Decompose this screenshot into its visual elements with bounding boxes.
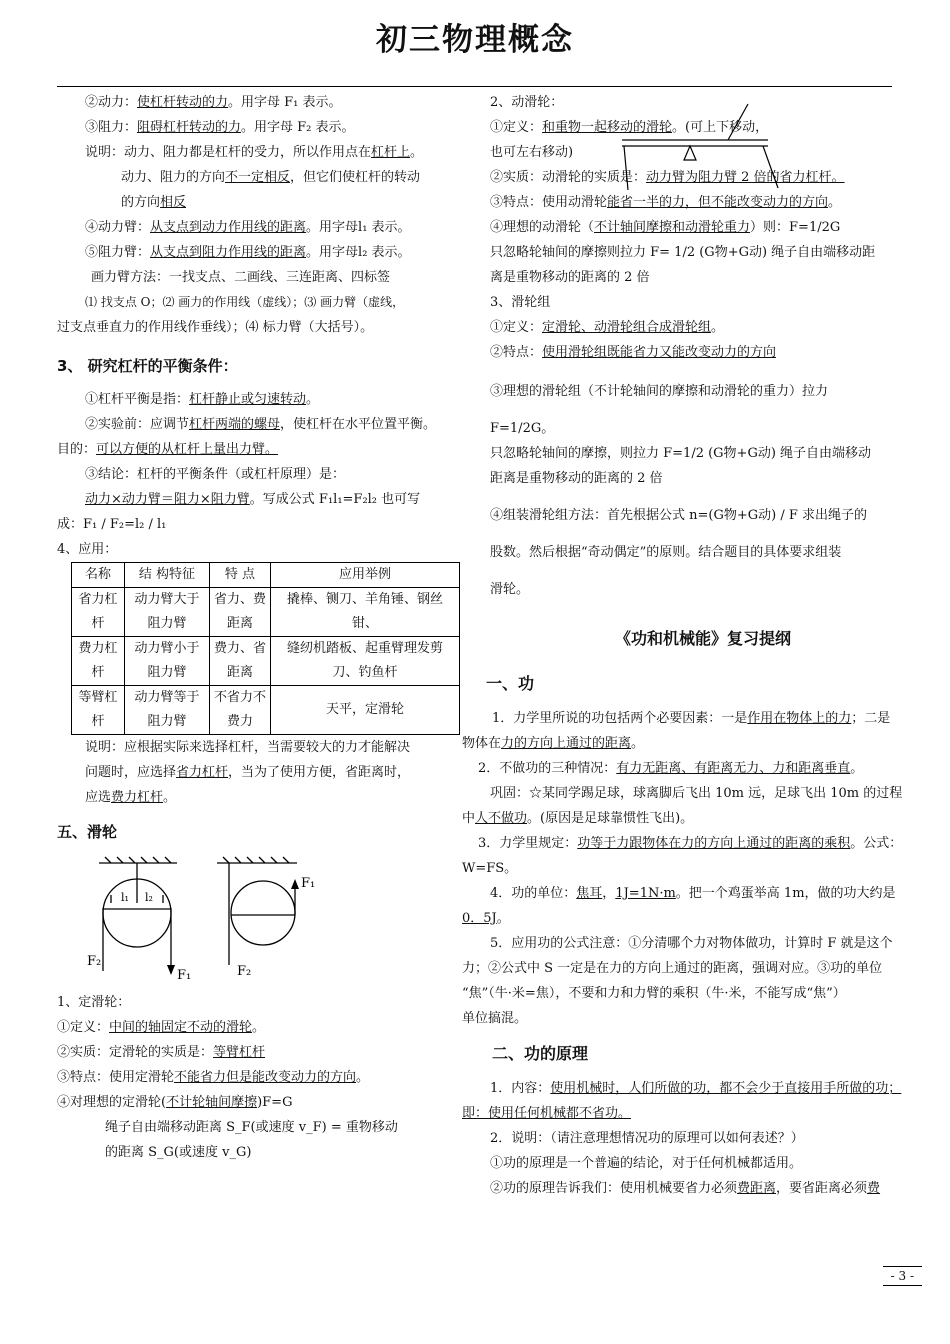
text-line: 过支点垂直力的作用线作垂线）；⑷ 标力臂（大括号）。 — [57, 320, 374, 335]
table-row — [72, 686, 460, 735]
page-number: - 3 - — [883, 1266, 922, 1286]
text-line: 力；②公式中 S 一定是在力的方向上通过的距离，强调对应。③功的单位 — [462, 961, 883, 976]
text-line: 即：使用任何机械都不省功。 — [462, 1106, 632, 1121]
text-line: W=FS。 — [462, 861, 518, 876]
text-line: 股数。然后根据“奇动偶定”的原则。结合题目的具体要求组装 — [490, 545, 842, 560]
text-line: 中人不做功。(原因是足球靠惯性飞出)。 — [462, 811, 694, 826]
right-column — [462, 90, 924, 1201]
text-line: ①杠杆平衡是指：杠杆静止或匀速转动。 — [85, 392, 320, 407]
text-line: ④对理想的定滑轮(不计轮轴间摩擦)F=G — [57, 1095, 293, 1110]
section-heading-balance: 3、 研究杠杆的平衡条件： — [57, 357, 238, 375]
pulley-figure — [77, 853, 377, 981]
text-line: 物体在力的方向上通过的距离。 — [462, 736, 645, 751]
text-line: 1．内容：使用机械时，人们所做的功，都不会少于直接用手所做的功； — [490, 1081, 902, 1096]
table-cell: 缝纫机踏板、起重臂理发剪刀、钓鱼杆 — [271, 637, 460, 686]
text-line: 5．应用功的公式注意：①分清哪个力对物体做功，计算时 F 就是这个 — [490, 936, 893, 951]
text-line: 1、定滑轮： — [57, 995, 131, 1010]
text-line: 应选费力杠杆。 — [85, 790, 177, 805]
text-line: ①定义：中间的轴固定不动的滑轮。 — [57, 1020, 266, 1035]
section-heading-principle: 二、功的原理 — [492, 1044, 589, 1063]
text-line: 4、应用： — [57, 542, 118, 557]
table-cell: 天平，定滑轮 — [271, 686, 460, 735]
text-line: 说明：动力、阻力都是杠杆的受力，所以作用点在杠杆上。 — [85, 145, 424, 160]
table-cell: 省力杠杆 — [72, 588, 125, 637]
text-line: F=1/2G。 — [490, 421, 555, 436]
text-line: 说明：应根据实际来选择杠杆，当需要较大的力才能解决 — [85, 740, 411, 755]
text-line: 3、滑轮组 — [490, 295, 551, 310]
l1-label: l₁ — [121, 891, 129, 904]
left-column — [57, 90, 462, 1165]
f2-label: F₂ — [87, 954, 102, 969]
text-line: 距离是重物移动的距离的 2 倍 — [490, 471, 663, 486]
text-line: 0．5J。 — [462, 911, 510, 926]
title-divider — [57, 86, 892, 87]
table-cell: 费力杠杆 — [72, 637, 125, 686]
section-heading-pulley: 五、滑轮 — [57, 823, 118, 841]
table-header-row — [72, 563, 460, 588]
section-title-work: 《功和机械能》复习提纲 — [614, 629, 791, 648]
l2-label: l₂ — [145, 891, 153, 904]
text-line: 滑轮。 — [490, 582, 530, 597]
text-line: 问题时，应选择省力杠杆，当为了使用方便，省距离时， — [85, 765, 411, 780]
text-line: 成：F₁ / F₂=l₂ / l₁ — [57, 517, 167, 532]
table-header: 应用举例 — [271, 563, 460, 588]
lever-figure — [618, 100, 798, 195]
text-line: ②实质：动滑轮的实质是：动力臂为阻力臂 2 倍的省力杠杆。 — [490, 170, 845, 185]
table-cell: 动力臂小于阻力臂 — [125, 637, 210, 686]
text-line: 2、动滑轮： — [490, 95, 564, 110]
text-line: ③特点：使用定滑轮不能省力但是能改变动力的方向。 — [57, 1070, 370, 1085]
text-line: ④组装滑轮组方法：首先根据公式 n=(G物+G动) / F 求出绳子的 — [490, 508, 868, 523]
text-line: 1．力学里所说的功包括两个必要因素：一是作用在物体上的力；二是 — [492, 711, 891, 726]
text-line: 动力、阻力的方向不一定相反，但它们使杠杆的转动 — [121, 170, 421, 185]
text-line: ②功的原理告诉我们：使用机械要省力必须费距离，要省距离必须费 — [490, 1181, 881, 1196]
table-cell: 费力、省距离 — [210, 637, 271, 686]
table-row — [72, 588, 460, 637]
text-line: 画力臂方法：一找支点、二画线、三连距离、四标签 — [91, 270, 391, 285]
text-line: ③理想的滑轮组（不计轮轴间的摩擦和动滑轮的重力）拉力 — [490, 384, 829, 399]
text-line: ②实质：定滑轮的实质是：等臂杠杆 — [57, 1045, 266, 1060]
text-line: 单位搞混。 — [462, 1011, 528, 1026]
text-line: ②特点：使用滑轮组既能省力又能改变动力的方向 — [490, 345, 777, 360]
page-title: 初三物理概念 — [376, 22, 574, 58]
text-line: ①定义：和重物一起移动的滑轮。(可上下移动， — [490, 120, 769, 135]
text-line: ②实验前：应调节杠杆两端的螺母，使杠杆在水平位置平衡。 — [85, 417, 437, 432]
table-cell: 省力、费距离 — [210, 588, 271, 637]
text-line: ③阻力：阻碍杠杆转动的力。用字母 F₂ 表示。 — [85, 120, 355, 135]
table-cell: 动力臂等于阻力臂 — [125, 686, 210, 735]
table-cell: 等臂杠杆 — [72, 686, 125, 735]
text-line: 只忽略轮轴间的摩擦，则拉力 F=1/2 (G物+G动) 绳子自由端移动 — [490, 446, 872, 461]
table-header: 名称 — [72, 563, 125, 588]
f1-label: F₁ — [177, 968, 192, 981]
text-line: ③结论：杠杆的平衡条件（或杠杆原理）是： — [85, 467, 346, 482]
text-line: 也可左右移动) — [490, 145, 574, 160]
table-cell: 不省力不费力 — [210, 686, 271, 735]
text-line: 离是重物移动的距离的 2 倍 — [490, 270, 650, 285]
table-cell: 撬棒、铡刀、羊角锤、钢丝钳、 — [271, 588, 460, 637]
table-row — [72, 637, 460, 686]
f2-label: F₂ — [237, 964, 252, 979]
text-line: 动力×动力臂＝阻力×阻力臂。写成公式 F₁l₁=F₂l₂ 也可写 — [85, 492, 421, 507]
text-line: “焦”（牛·米=焦），不要和力和力臂的乘积（牛·米，不能写成“焦”） — [462, 986, 846, 1001]
table-header: 结 构特征 — [125, 563, 210, 588]
text-line: 的距离 S_G(或速度 v_G) — [105, 1145, 252, 1160]
text-line: ①功的原理是一个普遍的结论，对于任何机械都适用。 — [490, 1156, 803, 1171]
lever-table — [71, 562, 460, 735]
text-line: ④动力臂：从支点到动力作用线的距离。用字母l₁ 表示。 — [85, 220, 411, 235]
text-line: 绳子自由端移动距离 S_F(或速度 v_F) = 重物移动 — [105, 1120, 398, 1135]
text-line: ①定义：定滑轮、动滑轮组合成滑轮组。 — [490, 320, 725, 335]
table-cell: 动力臂大于阻力臂 — [125, 588, 210, 637]
text-line: ③特点：使用动滑轮能省一半的力，但不能改变动力的方向。 — [490, 195, 842, 210]
table-header: 特 点 — [210, 563, 271, 588]
section-heading-work: 一、功 — [486, 674, 535, 693]
text-line: 2．说明：（请注意理想情况功的原理可以如何表述？） — [490, 1131, 804, 1146]
text-line: 只忽略轮轴间的摩擦则拉力 F= 1/2 (G物+G动) 绳子自由端移动距 — [490, 245, 876, 260]
f1-label: F₁ — [301, 876, 316, 891]
text-line: ④理想的动滑轮（不计轴间摩擦和动滑轮重力）则：F=1/2G — [490, 220, 841, 235]
text-line: 巩固：☆某同学踢足球，球离脚后飞出 10m 远，足球飞出 10m 的过程 — [490, 786, 903, 801]
text-line: ②动力：使杠杆转动的力。用字母 F₁ 表示。 — [85, 95, 342, 110]
text-line: 3．力学里规定：功等于力跟物体在力的方向上通过的距离的乘积。公式： — [478, 836, 903, 851]
text-line: 的方向相反 — [121, 195, 187, 210]
text-line: 4．功的单位：焦耳，1J=1N·m。把一个鸡蛋举高 1m，做的功大约是 — [490, 886, 896, 901]
text-line: 目的：可以方便的从杠杆上量出力臂。 — [57, 442, 279, 457]
text-line: 2．不做功的三种情况：有力无距离、有距离无力、力和距离垂直。 — [478, 761, 864, 776]
text-line: ⑴ 找支点 O；⑵ 画力的作用线（虚线）；⑶ 画力臂（虚线， — [85, 295, 405, 309]
text-line: ⑤阻力臂：从支点到阻力作用线的距离。用字母l₂ 表示。 — [85, 245, 411, 260]
